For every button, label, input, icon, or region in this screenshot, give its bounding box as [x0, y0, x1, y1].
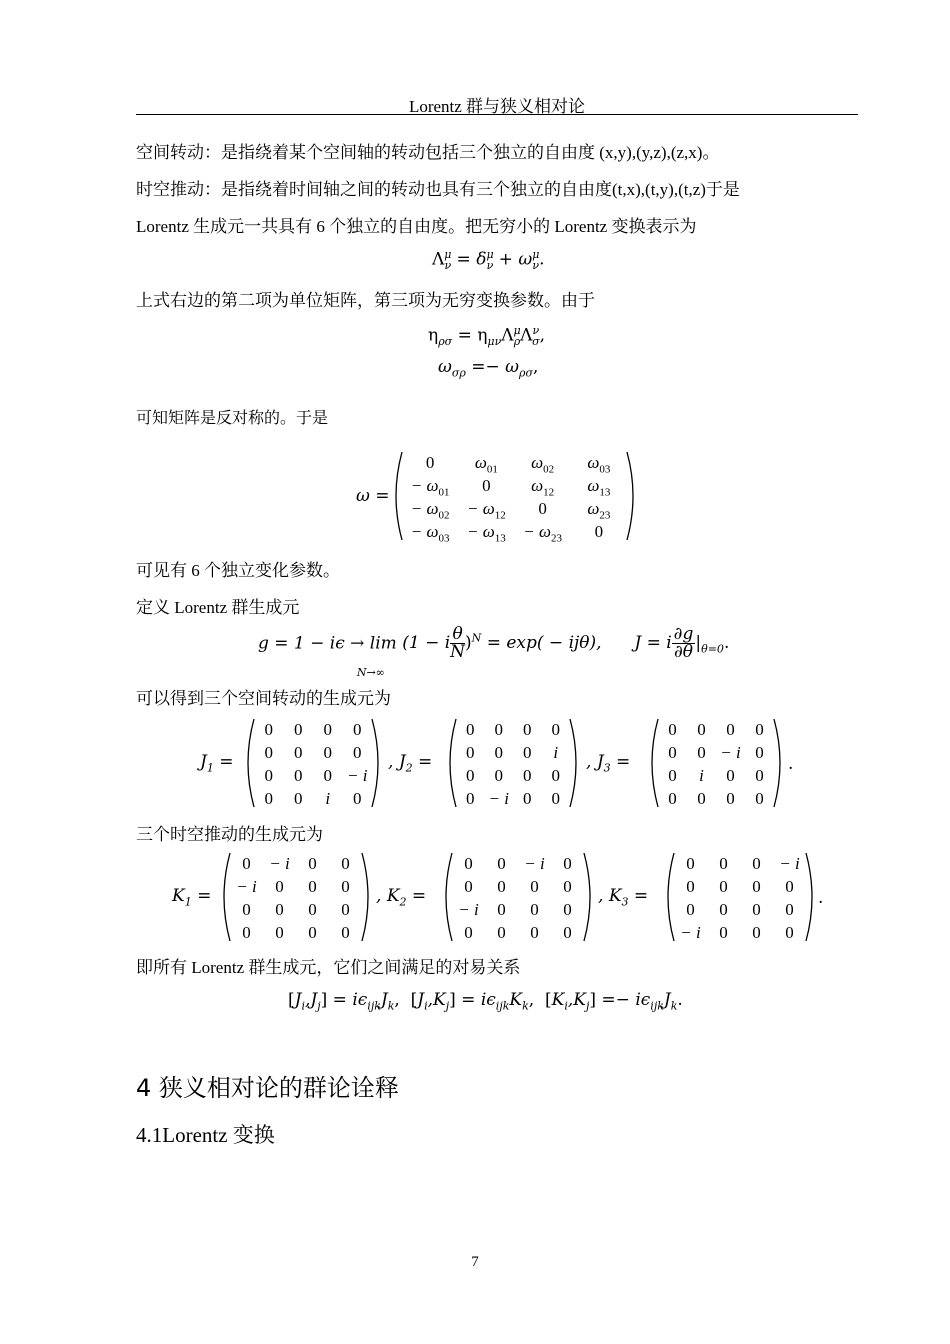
omega-cell: − $\omega_{13}$: [467, 522, 506, 545]
j1-label: $J_1$ =: [200, 752, 234, 775]
j3-cell: 0: [668, 743, 677, 762]
k2-cell: 0: [464, 923, 473, 942]
k2-cell: 0: [530, 877, 539, 896]
k3-cell: 0: [785, 923, 794, 942]
k3-cell: 0: [785, 877, 794, 896]
lambda-symbol: Λ: [432, 249, 445, 270]
k1-matrix: [220, 851, 372, 943]
k1-cell: 0: [308, 923, 317, 942]
j1-cell: 0: [353, 720, 362, 739]
j2-cell: 0: [523, 766, 532, 785]
k1-cell: 0: [308, 854, 317, 873]
omega-cell: − $\omega_{01}$: [410, 476, 450, 499]
page-number: 7: [471, 1254, 479, 1270]
equation-metric-invariance: $\eta_{\rho\sigma} = \eta_{\mu\nu}\Lambda^\mu_\rho\Lambda^\nu_\sigma$,: [428, 324, 546, 349]
k3-cell: 0: [719, 854, 728, 873]
omega-label: ω =: [356, 486, 390, 506]
omega-cell: − $\omega_{02}$: [410, 499, 450, 522]
equation-infinitesimal-lorentz: $\Lambda^\mu_\nu = \delta^\mu_\nu + \omega^\mu_\nu$.: [432, 248, 545, 273]
j2-cell: 0: [494, 720, 503, 739]
k2-cell: 0: [563, 923, 572, 942]
k1-cell: 0: [308, 877, 317, 896]
j-period: .: [788, 754, 794, 774]
j1-cell: 0: [264, 766, 273, 785]
j3-cell: 0: [726, 766, 735, 785]
j2-cell: 0: [466, 720, 475, 739]
k3-cell: 0: [719, 923, 728, 942]
j1-cell: − i: [347, 766, 368, 785]
j1-cell: 0: [294, 720, 303, 739]
j2-cell: 0: [523, 720, 532, 739]
omega-cell: $\omega_{01}$: [474, 453, 498, 476]
omega-cell: $\omega_{23}$: [587, 499, 611, 522]
j3-cell: 0: [697, 789, 706, 808]
j3-cell: 0: [697, 743, 706, 762]
j1-cell: 0: [294, 766, 303, 785]
k2-cell: 0: [464, 877, 473, 896]
k3-cell: − i: [680, 923, 701, 942]
j3-cell: 0: [668, 720, 677, 739]
paragraph-define-generators: 定义 Lorentz 群生成元: [136, 598, 300, 617]
omega-cell: $\omega_{03}$: [587, 453, 611, 476]
header-rule: [136, 114, 858, 115]
j1-cell: 0: [353, 743, 362, 762]
equation-generator-definition: g = 1 − iϵ → lim N→∞ (1 − i $\frac{\theta}{N}$ )$^N$ = exp( − ijθ), J = i $\frac{\partial g}{\partial\theta}$ $|_{\theta=0}$.: [258, 624, 730, 679]
k3-cell: 0: [719, 877, 728, 896]
j3-cell: 0: [697, 720, 706, 739]
k1-cell: 0: [242, 900, 251, 919]
j1-cell: 0: [353, 789, 362, 808]
j2-cell: i: [553, 743, 559, 762]
k1-cell: 0: [341, 854, 350, 873]
j2-matrix: [446, 717, 580, 809]
k1-cell: 0: [275, 877, 284, 896]
omega-cell: 0: [538, 499, 547, 518]
j2-cell: 0: [466, 766, 475, 785]
k1-cell: 0: [242, 854, 251, 873]
equation-commutation-relations: $[J_i,J_j] = i\epsilon_{ijk}J_k$, $[J_i,K_j] = i\epsilon_{ijk}K_k$, $[K_i,K_j] =- i\epsilon_{ijk}J_k$.: [288, 990, 683, 1013]
j1-cell: 0: [323, 743, 332, 762]
paragraph-spatial-generators: 可以得到三个空间转动的生成元为: [136, 689, 391, 708]
paragraph-spatial-rotation: 空间转动：是指绕着某个空间轴的转动包括三个独立的自由度 (x,y),(y,z),(z,x)。: [136, 143, 720, 162]
j3-label: , $J_3$ =: [586, 752, 631, 775]
omega-cell: $\omega_{13}$: [587, 476, 611, 499]
j3-cell: 0: [668, 789, 677, 808]
paragraph-second-term: 上式右边的第二项为单位矩阵，第三项为无穷变换参数。由于: [136, 291, 595, 310]
k2-cell: 0: [563, 900, 572, 919]
section-heading: 4 狭义相对论的群论诠释: [136, 1074, 399, 1102]
k2-cell: 0: [497, 854, 506, 873]
j2-cell: 0: [551, 720, 560, 739]
k3-cell: 0: [752, 923, 761, 942]
j1-cell: 0: [323, 766, 332, 785]
k3-cell: 0: [686, 900, 695, 919]
k1-cell: 0: [341, 877, 350, 896]
j1-cell: 0: [264, 789, 273, 808]
k2-matrix: [442, 851, 594, 943]
subsection-heading: 4.1Lorentz 变换: [136, 1123, 275, 1147]
k3-cell: 0: [752, 900, 761, 919]
paragraph-commutation: 即所有 Lorentz 群生成元，它们之间满足的对易关系: [136, 958, 521, 977]
paragraph-six-params: 可见有 6 个独立变化参数。: [136, 561, 340, 580]
k3-cell: 0: [785, 900, 794, 919]
k1-cell: − i: [236, 877, 257, 896]
j1-matrix: [244, 717, 382, 809]
j1-cell: 0: [264, 743, 273, 762]
omega-cell: $\omega_{12}$: [531, 476, 555, 499]
k2-cell: 0: [464, 854, 473, 873]
j3-cell: 0: [726, 720, 735, 739]
j2-cell: − i: [488, 789, 509, 808]
k1-cell: 0: [275, 923, 284, 942]
j2-label: , $J_2$ =: [388, 752, 433, 775]
k2-cell: 0: [497, 877, 506, 896]
k3-matrix: [664, 851, 816, 943]
k1-cell: 0: [341, 900, 350, 919]
j3-cell: 0: [755, 789, 764, 808]
j3-matrix: [648, 717, 784, 809]
k1-cell: 0: [308, 900, 317, 919]
j2-cell: 0: [551, 766, 560, 785]
j3-cell: 0: [668, 766, 677, 785]
paragraph-antisymmetric: 可知矩阵是反对称的。于是: [136, 410, 329, 427]
j2-cell: 0: [494, 743, 503, 762]
k3-cell: 0: [752, 877, 761, 896]
k1-cell: 0: [242, 923, 251, 942]
omega-cell: $\omega_{02}$: [531, 453, 555, 476]
j2-cell: 0: [466, 743, 475, 762]
j3-cell: 0: [755, 766, 764, 785]
running-header: Lorentz 群与狭义相对论: [408, 97, 586, 116]
k3-cell: 0: [719, 900, 728, 919]
k2-cell: − i: [524, 854, 545, 873]
paragraph-boost-generators: 三个时空推动的生成元为: [136, 825, 323, 844]
omega-cell: − $\omega_{23}$: [523, 522, 562, 545]
equation-antisymmetry: $\omega_{\sigma\rho} =- \omega_{\rho\sigma}$,: [438, 357, 539, 380]
k2-cell: 0: [563, 854, 572, 873]
k-period: .: [818, 888, 824, 908]
omega-cell: 0: [425, 453, 435, 472]
k1-cell: 0: [275, 900, 284, 919]
omega-cell: − $\omega_{12}$: [467, 499, 506, 522]
paragraph-generators-count: Lorentz 生成元一共具有 6 个独立的自由度。把无穷小的 Lorentz 变换表示为: [136, 217, 697, 236]
k2-cell: 0: [497, 900, 506, 919]
paragraph-boost: 时空推动：是指绕着时间轴之间的转动也具有三个独立的自由度(t,x),(t,y),(t,z)于是: [136, 180, 740, 199]
j3-cell: i: [699, 766, 704, 785]
k1-cell: 0: [341, 923, 350, 942]
k3-cell: 0: [686, 854, 695, 873]
k2-cell: 0: [563, 877, 572, 896]
j1-cell: 0: [294, 743, 303, 762]
k2-cell: 0: [497, 923, 506, 942]
j3-cell: 0: [755, 743, 764, 762]
j1-cell: 0: [294, 789, 303, 808]
j3-cell: − i: [720, 743, 741, 762]
j3-cell: 0: [726, 789, 735, 808]
j1-cell: 0: [323, 720, 332, 739]
k3-cell: 0: [752, 854, 761, 873]
k2-cell: 0: [530, 923, 539, 942]
omega-cell: 0: [594, 522, 604, 541]
k2-cell: − i: [458, 900, 479, 919]
k2-cell: 0: [530, 900, 539, 919]
j1-cell: i: [325, 789, 331, 808]
k2-label: , $K_2$ =: [376, 886, 427, 909]
j2-cell: 0: [523, 789, 532, 808]
j2-cell: 0: [494, 766, 503, 785]
j3-cell: 0: [755, 720, 764, 739]
omega-cell: 0: [482, 476, 491, 495]
j2-cell: 0: [466, 789, 475, 808]
k1-cell: − i: [269, 854, 290, 873]
omega-matrix: [392, 450, 637, 545]
j2-cell: 0: [523, 743, 532, 762]
j2-cell: 0: [551, 789, 560, 808]
k3-cell: − i: [779, 854, 800, 873]
k3-label: , $K_3$ =: [598, 886, 649, 909]
k3-cell: 0: [686, 877, 695, 896]
omega-cell: − $\omega_{03}$: [410, 522, 450, 545]
j1-cell: 0: [264, 720, 273, 739]
k1-label: $K_1$ =: [172, 886, 212, 909]
